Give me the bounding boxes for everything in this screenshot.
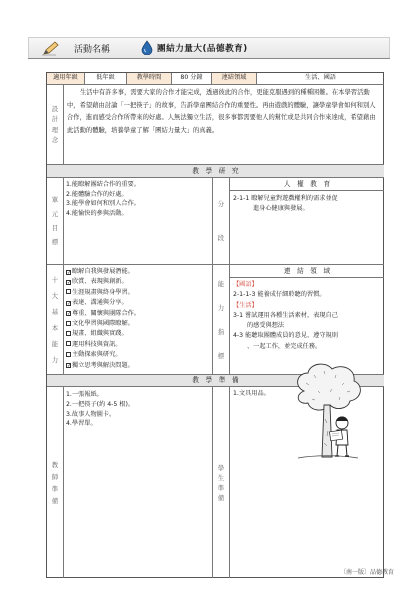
grade-label: 適用年級	[47, 73, 85, 85]
label-char: 準	[51, 484, 59, 493]
unit-goal-item: 1.能瞭解團結合作的重要。	[66, 181, 140, 188]
human-rights-line: 進身心健康與發展。	[253, 205, 309, 212]
label-char: 基	[51, 307, 59, 316]
domain-label: 連結領域	[212, 73, 257, 85]
label-char: 教	[51, 460, 59, 469]
prep-item: 1.文具用品。	[233, 390, 270, 397]
unit-goals-label	[47, 178, 64, 265]
label-char: 念	[51, 136, 59, 144]
student-prep-label	[213, 387, 230, 578]
label-char: 計	[51, 115, 59, 123]
label-char: 單	[51, 196, 59, 204]
checkbox-checked[interactable]: ✓	[67, 279, 72, 286]
page-footer: 〔南一版〕品德教育	[340, 569, 395, 576]
ability-item: ✓欣賞、表現與創新。	[67, 278, 128, 286]
label-char: 力	[217, 303, 225, 312]
label-char: 備	[217, 493, 225, 502]
checkbox-unchecked[interactable]	[66, 321, 71, 326]
prep-item: 3.故事人物圖卡。	[66, 410, 116, 418]
pencil-icon	[42, 40, 60, 56]
domain-item: 4-3 能聽取團體成員的意見、遵守規則	[233, 332, 338, 340]
checkbox-unchecked[interactable]	[66, 352, 71, 357]
label-char: 生	[217, 473, 225, 482]
ability-item: 文化學習與國際瞭解。	[66, 319, 210, 329]
human-rights-body	[230, 191, 384, 265]
ability-item: 主動探索與研究。	[66, 350, 210, 360]
ten-abilities-list	[64, 265, 213, 375]
label-char: 設	[51, 104, 59, 113]
domain-life-tag: 【生活】	[233, 301, 258, 309]
unit-goal-item: 2.能體驗合作的好處。	[66, 190, 128, 198]
ability-item: ✓獨立思考與解決問題。	[67, 361, 134, 370]
prep-item: 1.一張報紙。	[66, 391, 103, 398]
domain-value: 生活、國語	[257, 73, 384, 85]
ability-item: 生涯規畫與終身學習。	[66, 288, 210, 298]
header-underline	[28, 58, 390, 59]
linked-domains-header: 連 結 領 域	[230, 265, 384, 278]
label-char: 標	[217, 351, 225, 360]
label-char: 標	[51, 238, 59, 246]
label-char: 分	[217, 200, 225, 208]
prep-item: 2.一把筷子(約 4-5 根)。	[66, 400, 135, 408]
ability-item: 運用科技與資訊。	[66, 340, 210, 350]
lesson-plan-table	[46, 72, 384, 578]
ability-item: ✓尊重、關懷與團隊合作。	[67, 309, 141, 318]
label-char: 準	[217, 483, 225, 492]
label-char: 備	[51, 496, 59, 505]
checkbox-checked[interactable]: ✓	[67, 269, 72, 276]
label-char: 能	[51, 339, 59, 348]
activity-header	[28, 37, 390, 59]
domain-item: 、一起工作，並完成任務。	[247, 342, 322, 350]
domain-chinese-tag: 【國語】	[233, 281, 258, 288]
teacher-prep-list	[64, 387, 213, 578]
activity-name-label: 活動名稱	[74, 45, 111, 55]
segment-label	[213, 178, 230, 265]
label-char: 目	[51, 224, 59, 232]
label-char: 段	[217, 234, 225, 242]
teacher-prep-label	[47, 387, 64, 578]
research-header: 教 學 研 究	[47, 165, 384, 178]
design-concept-label	[47, 85, 64, 165]
grade-value: 低年級	[85, 73, 127, 85]
drop-icon	[141, 40, 153, 55]
checkbox-checked[interactable]: ✓	[67, 363, 72, 370]
checkbox-unchecked[interactable]	[66, 341, 71, 346]
child-tree-illustration	[284, 361, 368, 467]
time-label: 教學時間	[127, 73, 172, 85]
ability-item: 規畫、組織與實踐。	[66, 329, 210, 339]
design-concept-text: 生活中有許多事，需要大家的合作才能完成，透過彼此的合作，更能克服遇到的種種困難。在本學習活動中，希望藉由討論「一把筷子」的故事，告訴學童團結合作的重要性。再由遊戲的體驗，讓學童學會如何和別人合作，進而感受合作所帶來的好處。人無法獨立生活，很多事都需要他人的幫忙或是共同合作來達成，希望藉由此活動的體驗，培養學童了解「團結力量大」的真義。	[64, 85, 384, 165]
label-char: 指	[217, 327, 225, 336]
checkbox-checked[interactable]: ✓	[67, 300, 72, 307]
preparation-header: 教 學 準 備	[47, 375, 384, 387]
unit-goals-list	[64, 178, 213, 265]
label-char: 理	[51, 125, 59, 134]
time-value: 80 分鐘	[172, 73, 212, 85]
label-char: 力	[51, 355, 59, 364]
domain-item: 的感受與想法	[247, 322, 285, 330]
ability-item: ✓表達、溝通與分享。	[67, 299, 128, 307]
human-rights-line: 2-1-1 瞭解兒童對遊戲權利的需求並促	[233, 195, 338, 202]
prep-item: 4.學習單。	[66, 420, 97, 428]
label-char: 師	[51, 472, 59, 481]
unit-goal-item: 3.能學會如何和別人合作。	[66, 200, 140, 208]
ten-abilities-label	[47, 265, 64, 375]
checkbox-unchecked[interactable]	[66, 331, 71, 336]
human-rights-header: 人 權 教 育	[230, 178, 384, 191]
label-char: 學	[217, 463, 225, 472]
label-char: 元	[51, 210, 59, 218]
checkbox-unchecked[interactable]	[66, 289, 71, 294]
label-char: 能	[217, 279, 225, 288]
ability-item: ✓瞭解自我與發展潛能。	[67, 268, 134, 276]
label-char: 大	[51, 291, 59, 300]
label-char: 十	[51, 275, 59, 284]
checkbox-checked[interactable]: ✓	[67, 311, 72, 318]
domain-item: 2-1-1-3 能養成仔細聆聽的習慣。	[233, 291, 326, 299]
activity-title: 團結力量大(品德教育)	[157, 44, 248, 54]
label-char: 本	[51, 323, 59, 332]
ability-indicator-label	[213, 265, 230, 375]
unit-goal-item: 4.能愉快的參與活動。	[66, 209, 128, 217]
domain-item: 3-1 嘗試運用各種生活素材，表現自己	[233, 311, 338, 319]
